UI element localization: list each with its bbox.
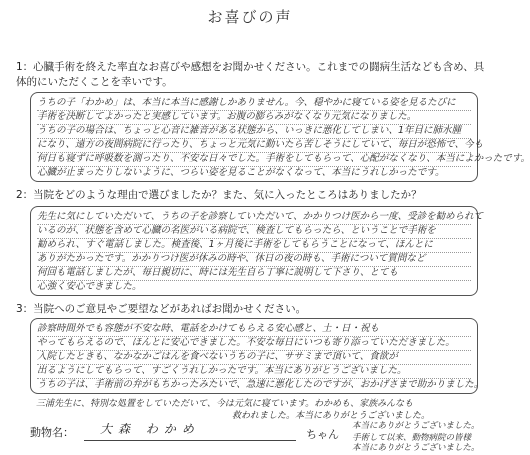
answer-2-line: いるのが、状態を含めて心臓の名医がいる病院で、検査してもらったら、ということで手術を — [37, 225, 436, 236]
side-note-1: 本当にありがとうございました。 — [352, 421, 480, 431]
page-title: お喜びの声 — [207, 8, 293, 26]
pet-name-label: 動物名： — [30, 426, 74, 439]
answer-3-line: うちの子は、手術前の弁がもちかったみたいで、急速に悪化したのですが、おかげさまで助かりました。 — [37, 379, 484, 390]
overflow-note-1: 三浦先生に、特別な処置をしていただいて、今は元気に寝ています。わかめも、家族みんなも — [36, 399, 414, 409]
answer-2-lines — [31, 207, 484, 295]
answer-box-3 — [30, 318, 484, 394]
answer-2-line: 勧められ、すぐ電話しました。検査後、1ヶ月後に手術をしてもらうことになって、ほんとに — [37, 239, 433, 250]
answer-box-1 — [30, 92, 530, 182]
answer-1-line: 手術を決断してよかったと実感しています。お腹の膨らみがなくなり元気になりました。 — [37, 111, 417, 122]
answer-3-lines — [31, 319, 484, 393]
question-1: 1：心臓手術を終えた率直なお喜びや感想をお聞かせください。これまでの闘病生活なども含め、具体的にいただくことを幸いです。 — [16, 61, 485, 88]
answer-1-line: うちの子「わかめ」は、本当に本当に感謝しかありません。今、穏やかに寝ている姿を見るたびに — [37, 97, 456, 108]
answer-3-line: 診察時間外でも容態が不安な時、電話をかけてもらえる安心感と、土・日・祝も — [37, 323, 380, 334]
answer-3-line: 出るようにしてもらって、すごくうれしかったです。本当にありがとうございました。 — [37, 365, 407, 376]
answer-3-line: 入院したときも、なかなかごはんを食べないうちの子に、ササミまで頂いて、食欲が — [37, 351, 398, 362]
answer-2-line: 先生に気にしていただいて、うちの子を診察していただいて、かかりつけ医から一度、受診を勧められて — [37, 211, 484, 222]
answer-1-line: うちの子の場合は、ちょっと心音に雑音がある状態から、いっきに悪化してしまい、1年目に肺水腫 — [37, 125, 462, 136]
pet-name-underline — [84, 440, 296, 441]
answer-1-lines — [31, 93, 530, 181]
answer-3-line: やってもらえるので、ほんとに安心できました。不安な毎日にいつも寄り添っていただきました。 — [37, 337, 455, 348]
question-2: 2：当院をどのような理由で選びましたか？また、気に入ったところはありましたか？ — [16, 189, 422, 201]
pet-name-value: 大森 わかめ — [100, 422, 200, 436]
answer-2-line: 心強く安心できました。 — [37, 281, 142, 292]
question-3: 3：当院へのご意見やご要望などがあればお聞かせください。 — [16, 303, 307, 315]
side-note-3: 本当にありがとうございました。 — [352, 443, 480, 453]
pet-name-suffix: ちゃん — [306, 428, 339, 441]
answer-1-line: になり、遠方の夜間病院に行ったり、ちょっと元気に動いたら苦しそうにしていて、毎日が恐怖で、今も — [37, 139, 484, 150]
answer-2-line: ありがたかったです。かかりつけ医が休みの時や、休日の夜の時も、手術について質問など — [37, 253, 426, 264]
answer-box-2 — [30, 206, 484, 296]
answer-1-line: 何日も寝ずに呼吸数を測ったり、不安な日々でした。手術をしてもらって、心配がなくなり、本当によかったです。 — [37, 153, 530, 164]
answer-1-line: 心臓が止まったりしないように、つらい姿を見ることがなくなって、本当にうれしかったです。 — [37, 167, 445, 178]
answer-2-line: 何回も電話しましたが、毎日親切に、時には先生自ら丁寧に説明して下さり、とても — [37, 267, 399, 278]
side-note-2: 手術して以来、動物病院の皆様 — [352, 433, 472, 443]
overflow-note-2: 救われました。本当にありがとうございました。 — [232, 411, 431, 421]
